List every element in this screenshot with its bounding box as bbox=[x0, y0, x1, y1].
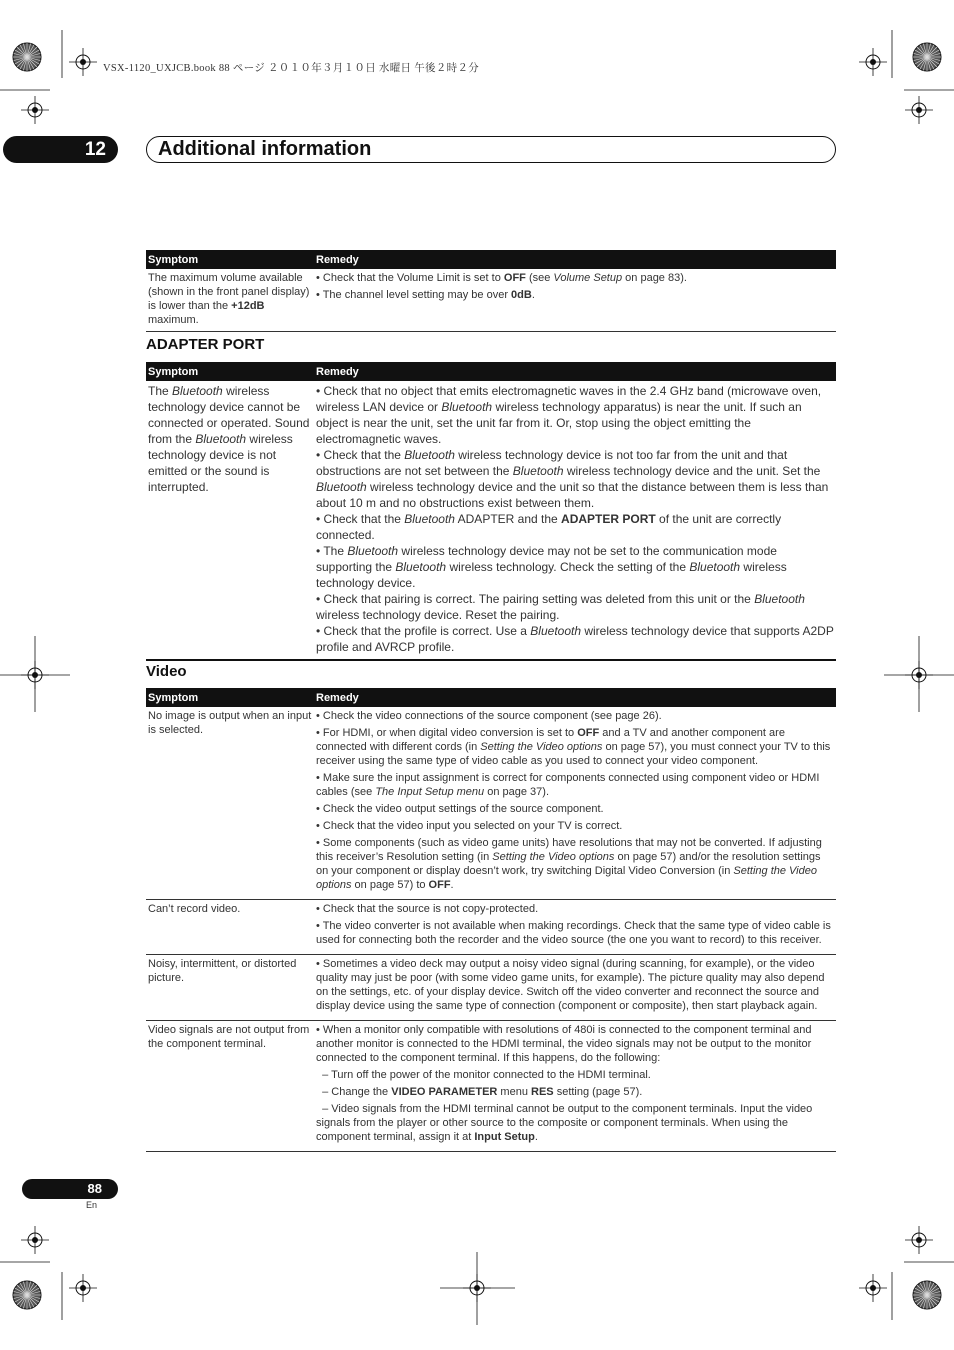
crosshair-target-icon bbox=[905, 1226, 933, 1254]
symptom-cell: Video signals are not output from the component terminal. bbox=[146, 1021, 314, 1152]
remedy-item: • Some components (such as video game units) have resolutions that may not be converted. If adjusting this receiver’s Resolution setting (in Setting the Video options on page 57) and/or the resolution settings on your component or display doesn’t work, try switching Digital Video Conversion (in Setting the Video options on page 57) to OFF. bbox=[316, 837, 822, 891]
remedy-item: • When a monitor only compatible with resolutions of 480i is connected to the component terminal and another monitor is connected to the HDMI terminal, the video signals may not be output to the monitor connected to the component terminal. If this happens, do the following: bbox=[316, 1024, 812, 1064]
crosshair-target-icon bbox=[69, 48, 97, 76]
page-number-badge: 88 bbox=[22, 1179, 118, 1199]
remedy-header: Remedy bbox=[314, 362, 836, 381]
remedy-item: • Check that the video input you selected on your TV is correct. bbox=[316, 820, 623, 832]
remedy-item: • For HDMI, or when digital video conversion is set to OFF and a TV and another component are connected with different cords (in Setting the Video options on page 57), you must connect your TV to this receiver using the same type of video cable as you used to connect your video component. bbox=[316, 727, 831, 767]
remedy-item: • Sometimes a video deck may output a noisy video signal (during scanning, for example), or the video quality may just be poor (with some video game units, for example). The picture quality may also depend on the settings, etc. of your display device. Switch off the video converter and reconnect the source and display device using the same type of connection (component or composite), then start playback again. bbox=[316, 958, 825, 1012]
crosshair-target-icon bbox=[859, 48, 887, 76]
remedy-item: • Check that pairing is correct. The pairing setting was deleted from this unit or the Bluetooth wireless technology device. Reset the pairing. bbox=[316, 592, 805, 622]
table-row bbox=[146, 900, 836, 955]
chapter-number-badge: 12 bbox=[3, 136, 118, 163]
table-row bbox=[146, 381, 836, 660]
crosshair-target-icon bbox=[21, 1226, 49, 1254]
remedy-item: • Check that the Volume Limit is set to OFF (see Volume Setup on page 83). bbox=[316, 272, 687, 284]
remedy-item: – Video signals from the HDMI terminal cannot be output to the component terminals. Input the video signals from the player or other source to the composite or component terminals. When using the component terminal, assign it at Input Setup. bbox=[316, 1103, 813, 1143]
remedy-item: • Check that the profile is correct. Use a Bluetooth wireless technology device that supports A2DP profile and AVRCP profile. bbox=[316, 624, 834, 654]
symptom-cell: The Bluetooth wireless technology device cannot be connected or operated. Sound from the Bluetooth wireless technology device is not emitted or the sound is interrupted. bbox=[146, 381, 314, 660]
symptom-header: Symptom bbox=[146, 362, 314, 381]
starburst-mark-icon bbox=[13, 1281, 41, 1309]
remedy-cell bbox=[314, 707, 836, 900]
table-row bbox=[146, 955, 836, 1021]
crosshair-target-icon bbox=[69, 1274, 97, 1302]
remedy-header: Remedy bbox=[314, 250, 836, 269]
remedy-item: • Check the video output settings of the source component. bbox=[316, 803, 604, 815]
remedy-cell bbox=[314, 1021, 836, 1152]
remedy-cell bbox=[314, 269, 836, 332]
remedy-cell bbox=[314, 900, 836, 955]
remedy-item: • The channel level setting may be over 0dB. bbox=[316, 289, 535, 301]
remedy-item: • Check that the source is not copy-protected. bbox=[316, 903, 539, 915]
symptom-cell: The maximum volume available (shown in the front panel display) is lower than the +12dB maximum. bbox=[146, 269, 314, 332]
remedy-item: – Change the VIDEO PARAMETER menu RES setting (page 57). bbox=[316, 1086, 643, 1098]
adapter-port-heading: ADAPTER PORT bbox=[146, 336, 265, 353]
symptom-cell: Noisy, intermittent, or distorted picture. bbox=[146, 955, 314, 1021]
remedy-header: Remedy bbox=[314, 688, 836, 707]
starburst-mark-icon bbox=[913, 43, 941, 71]
video-heading: Video bbox=[146, 663, 187, 680]
starburst-mark-icon bbox=[913, 1281, 941, 1309]
remedy-item: • Check that no object that emits electromagnetic waves in the 2.4 GHz band (microwave oven, wireless LAN device or Bluetooth wireless technology apparatus) is near the unit. If such an object is near the unit, set the unit far from it. Or, stop using the object emitting the electromagnetic waves. bbox=[316, 384, 822, 446]
remedy-item: • Make sure the input assignment is correct for components connected using component video or HDMI cables (see The Input Setup menu on page 37). bbox=[316, 772, 820, 798]
table-row bbox=[146, 707, 836, 900]
crosshair-target-icon bbox=[859, 1274, 887, 1302]
print-header: VSX-1120_UXJCB.book 88 ページ ２０１０年３月１０日 水曜日 午後２時２分 bbox=[103, 63, 480, 74]
symptom-header: Symptom bbox=[146, 250, 314, 269]
table-row bbox=[146, 1021, 836, 1152]
crosshair-target-icon bbox=[905, 96, 933, 124]
chapter-title: Additional information bbox=[158, 138, 372, 160]
crosshair-target-icon bbox=[21, 96, 49, 124]
symptom-header: Symptom bbox=[146, 688, 314, 707]
adapter-port-table bbox=[146, 362, 836, 661]
symptom-cell: Can’t record video. bbox=[146, 900, 314, 955]
remedy-cell bbox=[314, 955, 836, 1021]
starburst-mark-icon bbox=[13, 43, 41, 71]
page-language: En bbox=[86, 1200, 98, 1210]
remedy-item: • The video converter is not available when making recordings. Check that the same type of video cable is used for connecting both the recorder and the video source (the one you want to record) to this receiver. bbox=[316, 920, 831, 946]
symptom-cell: No image is output when an input is selected. bbox=[146, 707, 314, 900]
table-row bbox=[146, 269, 836, 332]
remedy-item: – Turn off the power of the monitor connected to the HDMI terminal. bbox=[316, 1069, 651, 1081]
remedy-item: • Check the video connections of the source component (see page 26). bbox=[316, 710, 662, 722]
remedy-item: • Check that the Bluetooth wireless technology device is not too far from the unit and that obstructions are not set between the Bluetooth wireless technology device and the unit. Set the Bluetooth wireless technology device and the unit so that the distance between them is less than about 10 m and no obstructions exist between them. bbox=[316, 448, 829, 510]
remedy-item: • The Bluetooth wireless technology device may not be set to the communication mode supporting the Bluetooth wireless technology. Check the setting of the Bluetooth wireless technology device. bbox=[316, 544, 787, 590]
remedy-item: • Check that the Bluetooth ADAPTER and the ADAPTER PORT of the unit are correctly connected. bbox=[316, 512, 782, 542]
video-table bbox=[146, 688, 836, 1152]
volume-troubleshooting-table bbox=[146, 250, 836, 332]
remedy-cell bbox=[314, 381, 836, 660]
